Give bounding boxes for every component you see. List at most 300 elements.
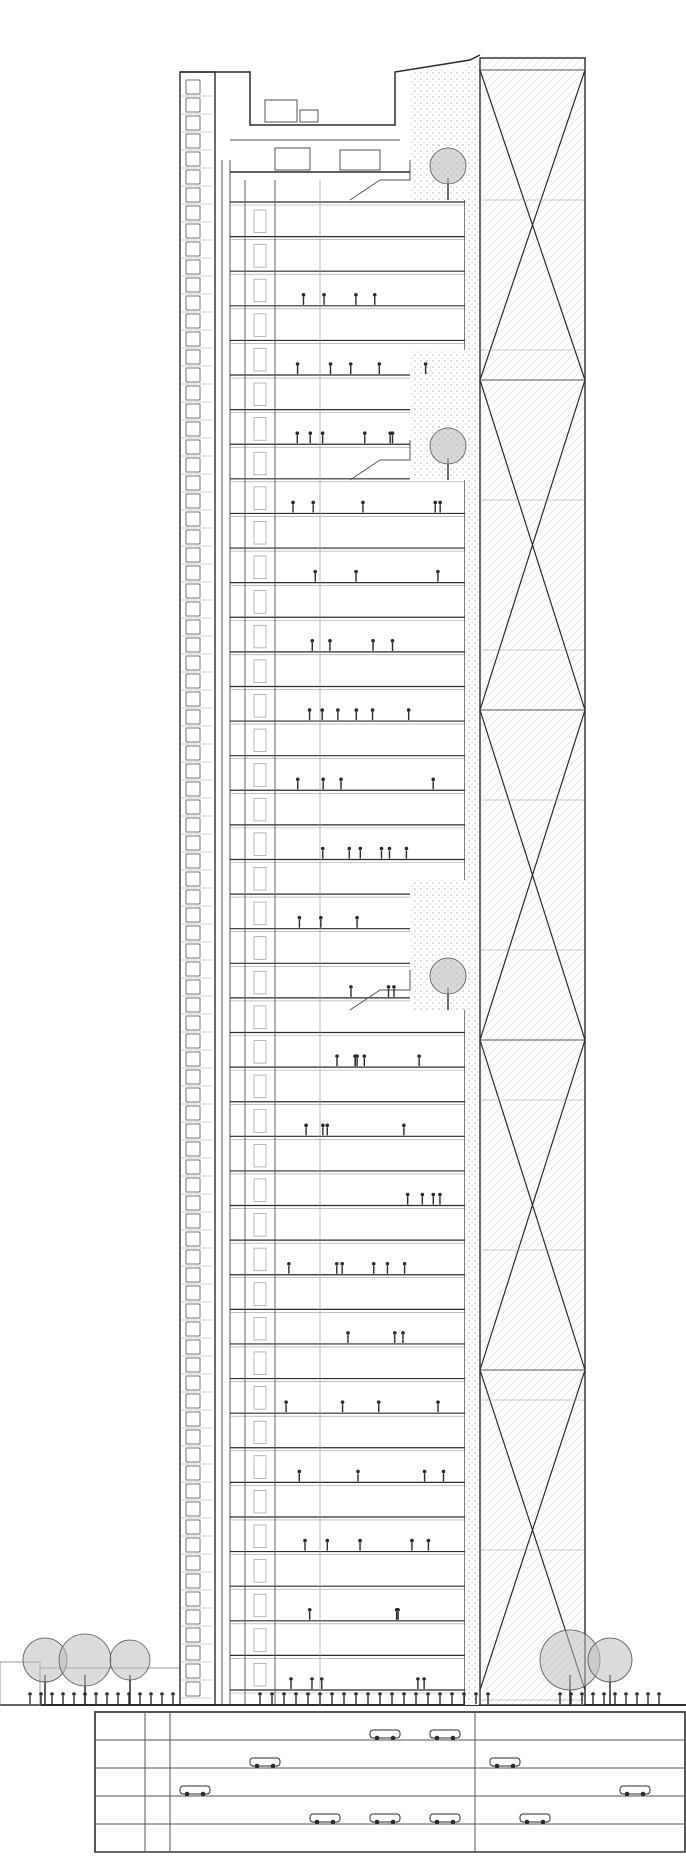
car-icon <box>271 1764 276 1769</box>
person-icon <box>296 362 300 366</box>
core-window <box>186 1070 200 1084</box>
person-icon <box>427 1539 431 1543</box>
core-window <box>186 440 200 454</box>
core-window <box>186 782 200 796</box>
person-icon <box>386 1262 390 1266</box>
core-window <box>186 1412 200 1426</box>
core-window <box>186 476 200 490</box>
person-icon <box>354 570 358 574</box>
core-window <box>186 854 200 868</box>
car-icon <box>201 1792 206 1797</box>
person-icon <box>422 1677 426 1689</box>
core-window <box>186 170 200 184</box>
person-icon <box>421 1193 425 1197</box>
car-icon <box>331 1820 336 1825</box>
person-icon <box>355 916 359 920</box>
person-icon <box>402 1692 406 1704</box>
rooftop-equipment <box>275 148 310 170</box>
person-icon <box>282 1692 286 1696</box>
tree-icon <box>59 1634 111 1686</box>
skygardens <box>350 70 470 1010</box>
person-icon <box>270 1692 274 1704</box>
person-icon <box>346 1331 350 1335</box>
lift-door <box>254 1144 266 1167</box>
person-icon <box>371 708 375 712</box>
person-icon <box>624 1692 628 1704</box>
person-icon <box>320 708 324 712</box>
person-icon <box>105 1692 109 1704</box>
person-icon <box>335 1054 339 1066</box>
person-icon <box>340 1262 344 1266</box>
core-window <box>186 1628 200 1642</box>
person-icon <box>303 1539 307 1543</box>
west-core-wall <box>180 72 215 1705</box>
person-icon <box>61 1692 65 1696</box>
person-icon <box>427 1539 431 1551</box>
lift-door <box>254 1594 266 1617</box>
person-icon <box>373 293 377 297</box>
person-icon <box>313 570 317 582</box>
core-window <box>186 1394 200 1408</box>
person-icon <box>363 1054 367 1066</box>
core-window <box>186 944 200 958</box>
person-icon <box>319 916 323 928</box>
person-icon <box>361 501 365 513</box>
core-window <box>186 710 200 724</box>
lift-door <box>254 729 266 752</box>
core-window <box>186 1052 200 1066</box>
person-icon <box>602 1692 606 1696</box>
person-icon <box>311 501 315 513</box>
person-icon <box>28 1692 32 1704</box>
core-window <box>186 1088 200 1102</box>
core-window <box>186 1646 200 1660</box>
core-window <box>186 1016 200 1030</box>
lift-door <box>254 245 266 268</box>
person-icon <box>442 1470 446 1474</box>
person-icon <box>431 1193 435 1205</box>
car-icon <box>391 1820 396 1825</box>
car-icon <box>495 1764 500 1769</box>
person-icon <box>298 916 302 928</box>
core-window <box>186 530 200 544</box>
person-icon <box>407 708 411 720</box>
person-icon <box>424 362 428 366</box>
person-icon <box>320 1677 324 1681</box>
person-icon <box>171 1692 175 1696</box>
car-icon <box>310 1814 340 1824</box>
lift-door <box>254 556 266 579</box>
person-icon <box>410 1539 414 1543</box>
core-window <box>186 386 200 400</box>
core-window <box>186 1160 200 1174</box>
person-icon <box>422 1677 426 1681</box>
core-window <box>186 656 200 670</box>
person-icon <box>138 1692 142 1696</box>
person-icon <box>558 1692 562 1696</box>
basement-outline <box>95 1712 685 1852</box>
person-icon <box>295 431 299 443</box>
person-icon <box>426 1692 430 1704</box>
lift-door <box>254 1629 266 1652</box>
person-icon <box>436 570 440 582</box>
person-icon <box>304 1124 308 1128</box>
person-icon <box>423 1470 427 1474</box>
person-icon <box>322 293 326 305</box>
person-icon <box>326 1539 330 1551</box>
person-icon <box>289 1677 293 1689</box>
person-icon <box>306 1692 310 1704</box>
person-icon <box>371 639 375 643</box>
car-icon <box>541 1820 546 1825</box>
person-icon <box>431 777 435 781</box>
lift-door <box>254 1490 266 1513</box>
core-window <box>186 368 200 382</box>
person-icon <box>328 639 332 651</box>
core-window <box>186 602 200 616</box>
core-window <box>186 296 200 310</box>
core-window <box>186 1142 200 1156</box>
core-window <box>186 962 200 976</box>
person-icon <box>340 1262 344 1274</box>
person-icon <box>433 501 437 513</box>
core-window <box>186 242 200 256</box>
person-icon <box>366 1692 370 1696</box>
person-icon <box>302 293 306 297</box>
person-icon <box>289 1677 293 1681</box>
person-icon <box>390 1692 394 1704</box>
skygarden-stair <box>350 440 410 480</box>
core-window <box>186 566 200 580</box>
person-icon <box>401 1331 405 1343</box>
person-icon <box>403 1262 407 1274</box>
lift-door <box>254 902 266 925</box>
car-icon <box>490 1758 520 1766</box>
person-icon <box>423 1470 427 1482</box>
core-window <box>186 818 200 832</box>
lift-door <box>254 279 266 302</box>
person-icon <box>405 847 409 851</box>
core-window <box>186 1340 200 1354</box>
core-window <box>186 1484 200 1498</box>
lift-door <box>254 418 266 441</box>
person-icon <box>347 847 351 859</box>
lift-door <box>254 521 266 544</box>
lift-door <box>254 1421 266 1444</box>
person-icon <box>417 1054 421 1058</box>
car-icon <box>520 1814 550 1824</box>
person-icon <box>361 501 365 505</box>
person-icon <box>325 1124 329 1136</box>
person-icon <box>321 847 325 859</box>
person-icon <box>308 1608 312 1620</box>
lift-door <box>254 1075 266 1098</box>
core-window <box>186 260 200 274</box>
person-icon <box>50 1692 54 1696</box>
car-icon <box>451 1736 456 1741</box>
person-icon <box>431 1193 435 1197</box>
lift-door <box>254 798 266 821</box>
person-icon <box>356 1470 360 1474</box>
person-icon <box>325 1124 329 1128</box>
person-icon <box>378 1692 382 1704</box>
person-icon <box>433 501 437 505</box>
core-window <box>186 350 200 364</box>
person-icon <box>310 1677 314 1689</box>
person-icon <box>116 1692 120 1704</box>
core-window <box>186 512 200 526</box>
person-icon <box>388 847 392 851</box>
core-window <box>186 1214 200 1228</box>
person-icon <box>417 1054 421 1066</box>
person-icon <box>321 1124 325 1128</box>
core-window <box>186 1520 200 1534</box>
person-icon <box>436 570 440 574</box>
car-icon <box>430 1814 460 1824</box>
core-window <box>186 332 200 346</box>
lift-door <box>254 1283 266 1306</box>
lift-door <box>254 1214 266 1237</box>
person-icon <box>160 1692 164 1704</box>
person-icon <box>355 708 359 720</box>
lift-door <box>254 1525 266 1548</box>
atrium-glazing <box>480 58 585 1705</box>
core-window <box>186 1304 200 1318</box>
person-icon <box>326 1539 330 1543</box>
person-icon <box>308 708 312 720</box>
core-window <box>186 1592 200 1606</box>
core-window <box>186 620 200 634</box>
lift-door <box>254 210 266 233</box>
car-icon <box>430 1730 460 1740</box>
person-icon <box>298 916 302 920</box>
lift-door <box>254 383 266 406</box>
person-icon <box>407 708 411 712</box>
person-icon <box>94 1692 98 1696</box>
core-window <box>186 152 200 166</box>
person-icon <box>342 1692 346 1704</box>
person-icon <box>388 847 392 859</box>
core-window <box>186 1376 200 1390</box>
car-icon <box>391 1736 396 1741</box>
core-window <box>186 638 200 652</box>
person-icon <box>284 1400 288 1404</box>
car-icon <box>451 1820 456 1825</box>
person-icon <box>320 708 324 720</box>
person-icon <box>318 1692 322 1696</box>
core-window <box>186 1358 200 1372</box>
lift-door <box>254 971 266 994</box>
core-window <box>186 980 200 994</box>
car-icon <box>511 1764 516 1769</box>
person-icon <box>339 777 343 781</box>
person-icon <box>321 777 325 781</box>
core-window <box>186 584 200 598</box>
rooftop-equipment <box>265 100 297 122</box>
core-window <box>186 1124 200 1138</box>
core-window <box>186 1682 200 1696</box>
core-window <box>186 1610 200 1624</box>
person-icon <box>580 1692 584 1696</box>
person-icon <box>393 1331 397 1335</box>
core-window <box>186 998 200 1012</box>
person-icon <box>298 1470 302 1474</box>
person-icon <box>329 362 333 374</box>
person-icon <box>50 1692 54 1704</box>
lift-door <box>254 1006 266 1029</box>
person-icon <box>294 1692 298 1696</box>
person-icon <box>438 1193 442 1205</box>
person-icon <box>403 1262 407 1266</box>
core-window <box>186 926 200 940</box>
person-icon <box>335 1262 339 1274</box>
core-window <box>186 692 200 706</box>
tree-icon <box>110 1640 150 1680</box>
person-icon <box>306 1692 310 1696</box>
person-icon <box>378 362 382 374</box>
core-window <box>186 1322 200 1336</box>
person-icon <box>363 431 367 443</box>
lift-door <box>254 625 266 648</box>
person-icon <box>416 1677 420 1681</box>
person-icon <box>402 1692 406 1696</box>
core-window <box>186 800 200 814</box>
person-icon <box>320 1677 324 1689</box>
person-icon <box>474 1692 478 1696</box>
car-icon <box>315 1820 320 1825</box>
person-icon <box>270 1692 274 1696</box>
person-icon <box>358 1539 362 1551</box>
person-icon <box>349 362 353 374</box>
person-icon <box>105 1692 109 1696</box>
person-icon <box>311 501 315 505</box>
person-icon <box>296 777 300 789</box>
person-icon <box>450 1692 454 1696</box>
person-icon <box>171 1692 175 1704</box>
lift-door <box>254 487 266 510</box>
car-icon <box>310 1814 340 1822</box>
person-icon <box>354 293 358 297</box>
person-icon <box>486 1692 490 1696</box>
person-icon <box>438 501 442 505</box>
person-icon <box>391 639 395 651</box>
person-icon <box>287 1262 291 1266</box>
person-icon <box>296 777 300 781</box>
core-window <box>186 1664 200 1678</box>
person-icon <box>355 1054 359 1058</box>
core-window <box>186 1106 200 1120</box>
car-icon <box>185 1792 190 1797</box>
person-icon <box>294 1692 298 1704</box>
person-icon <box>401 1331 405 1335</box>
car-icon <box>490 1758 520 1768</box>
lift-door <box>254 1387 266 1410</box>
person-icon <box>450 1692 454 1704</box>
person-icon <box>657 1692 661 1696</box>
person-icon <box>28 1692 32 1696</box>
person-icon <box>322 293 326 297</box>
car-icon <box>370 1814 400 1824</box>
person-icon <box>402 1124 406 1128</box>
core-window <box>186 404 200 418</box>
car-icon <box>250 1758 280 1766</box>
person-icon <box>295 431 299 435</box>
person-icon <box>392 985 396 989</box>
car-icon <box>625 1792 630 1797</box>
car-icon <box>375 1736 380 1741</box>
person-icon <box>341 1400 345 1412</box>
person-icon <box>416 1677 420 1689</box>
lift-door <box>254 314 266 337</box>
person-icon <box>321 847 325 851</box>
core-window <box>186 872 200 886</box>
core-window <box>186 890 200 904</box>
person-icon <box>414 1692 418 1704</box>
person-icon <box>319 916 323 920</box>
person-icon <box>349 362 353 366</box>
core-window <box>186 134 200 148</box>
car-icon <box>180 1786 210 1794</box>
person-icon <box>657 1692 661 1704</box>
person-icon <box>291 501 295 505</box>
person-icon <box>329 362 333 366</box>
person-icon <box>355 708 359 712</box>
person-icon <box>328 639 332 643</box>
person-icon <box>405 847 409 859</box>
person-icon <box>116 1692 120 1696</box>
core-window <box>186 746 200 760</box>
person-icon <box>354 293 358 305</box>
person-icon <box>298 1470 302 1482</box>
person-icon <box>387 985 391 997</box>
person-icon <box>410 1539 414 1551</box>
person-icon <box>602 1692 606 1704</box>
person-icon <box>406 1193 410 1205</box>
person-icon <box>296 362 300 374</box>
car-icon <box>430 1730 460 1738</box>
core-window <box>186 548 200 562</box>
person-icon <box>303 1539 307 1551</box>
person-icon <box>354 1692 358 1696</box>
person-icon <box>380 847 384 851</box>
person-icon <box>363 1054 367 1058</box>
core-window <box>186 422 200 436</box>
core-window <box>186 836 200 850</box>
person-icon <box>363 431 367 435</box>
person-icon <box>336 708 340 712</box>
person-icon <box>366 1692 370 1704</box>
person-icon <box>258 1692 262 1696</box>
person-icon <box>359 847 363 851</box>
person-icon <box>438 1193 442 1197</box>
person-icon <box>94 1692 98 1704</box>
person-icon <box>308 431 312 443</box>
tree-icon <box>430 148 466 184</box>
person-icon <box>462 1692 466 1696</box>
person-icon <box>39 1692 43 1696</box>
person-icon <box>646 1692 650 1704</box>
car-icon <box>250 1758 280 1768</box>
person-icon <box>378 1692 382 1696</box>
person-icon <box>393 1331 397 1343</box>
person-icon <box>392 985 396 997</box>
person-icon <box>387 985 391 989</box>
person-icon <box>160 1692 164 1696</box>
lift-door <box>254 1663 266 1686</box>
person-icon <box>358 1539 362 1543</box>
person-icon <box>438 501 442 513</box>
person-icon <box>72 1692 76 1704</box>
